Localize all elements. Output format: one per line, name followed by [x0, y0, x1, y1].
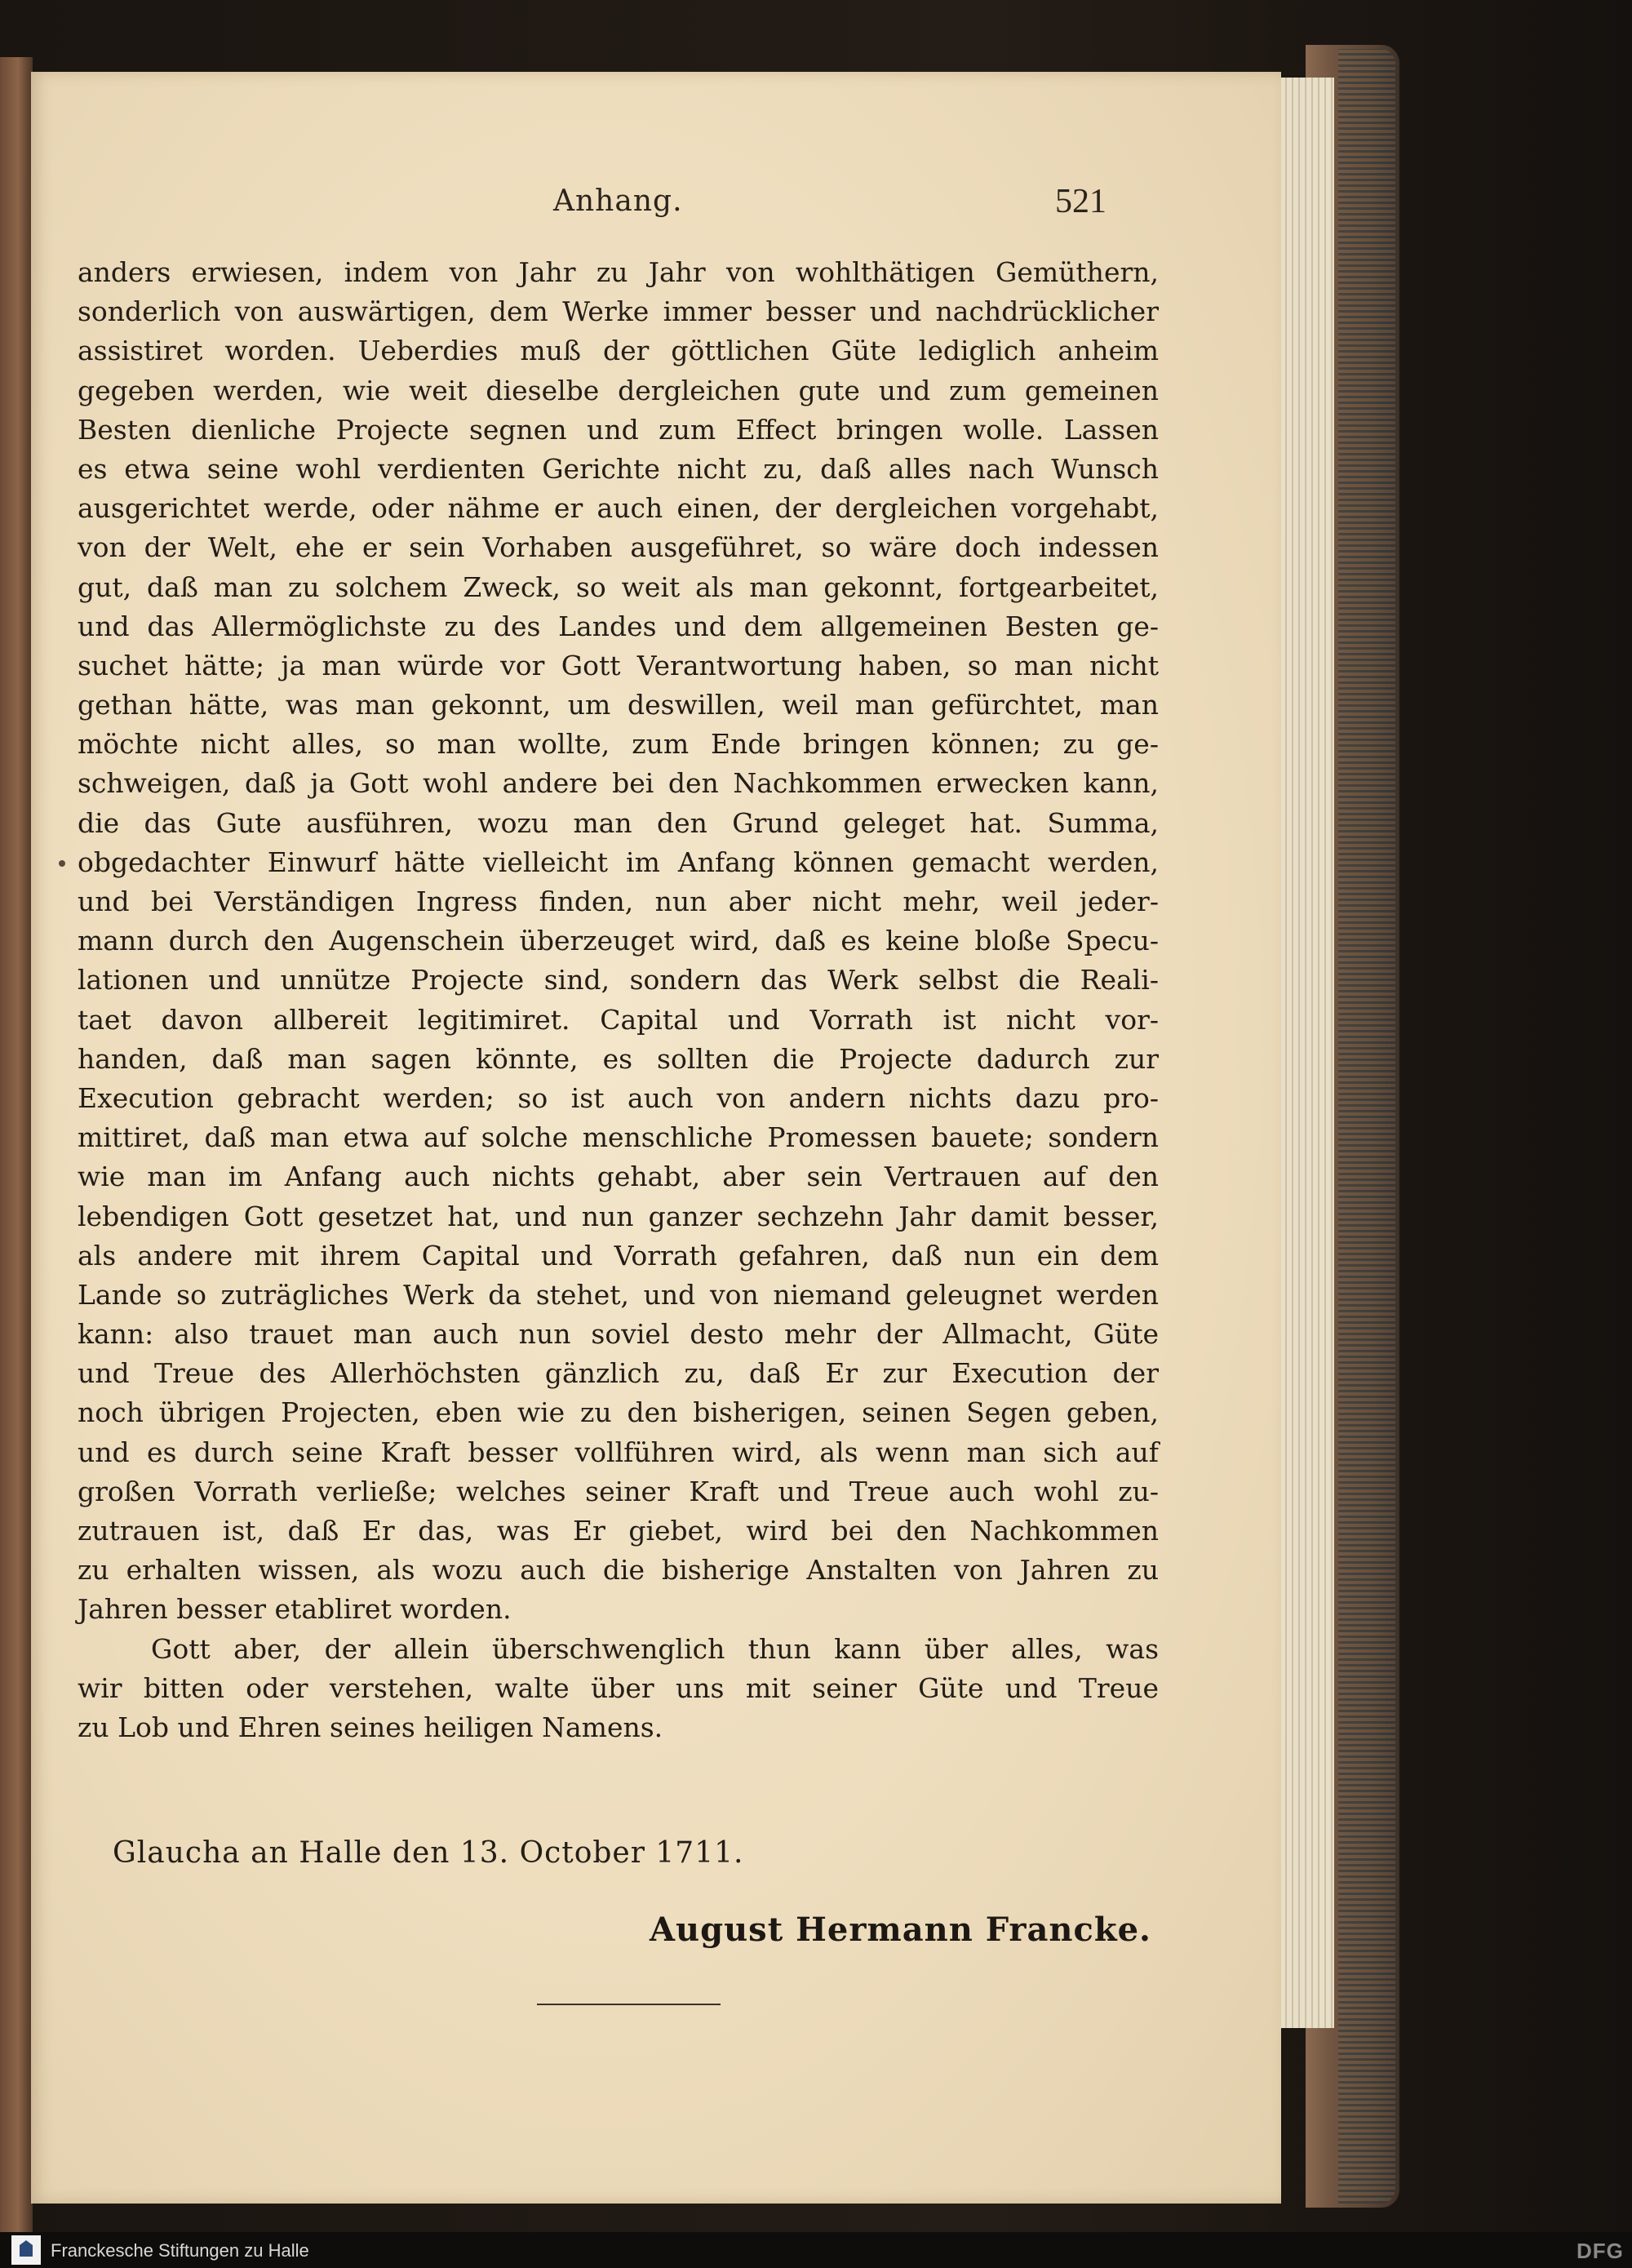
text-line: lationen und unnütze Projecte sind, sondern das Werk selbst die Reali-	[78, 964, 1159, 996]
text-line: von der Welt, ehe er sein Vorhaben ausgeführet, so wäre doch indessen	[78, 531, 1159, 564]
institution-logo-icon[interactable]	[11, 2235, 41, 2265]
text-line: zu erhalten wissen, als wozu auch die bisherige Anstalten von Jahren zu	[78, 1554, 1159, 1587]
text-line: gut, daß man zu solchem Zweck, so weit als man gekonnt, fortgearbeitet,	[78, 570, 1159, 603]
book-page	[31, 72, 1281, 2204]
text-line: es etwa seine wohl verdienten Gerichte nicht zu, daß alles nach Wunsch	[78, 452, 1159, 485]
text-line: kann: also trauet man auch nun soviel desto mehr der Allmacht, Güte	[78, 1318, 1159, 1351]
text-line: Besten dienliche Projecte segnen und zum Effect bringen wolle. Lassen	[78, 413, 1159, 446]
viewer-footer	[0, 2232, 1632, 2268]
text-line: Lande so zuträgliches Werk da stehet, und von niemand geleugnet werden	[78, 1278, 1159, 1311]
body-text	[78, 253, 1159, 1747]
text-line: und Treue des Allerhöchsten gänzlich zu, daß Er zur Execution der	[78, 1357, 1159, 1390]
running-header: Anhang.	[553, 184, 683, 218]
book-binding-left	[0, 57, 33, 2232]
text-line: suchet hätte; ja man würde vor Gott Verantwortung haben, so man nicht	[78, 649, 1159, 681]
text-line: assistiret worden. Ueberdies muß der göttlichen Güte lediglich anheim	[78, 335, 1159, 367]
text-line: die das Gute ausführen, wozu man den Grund geleget hat. Summa,	[78, 806, 1159, 839]
text-line: und das Allermöglichste zu des Landes und dem allgemeinen Besten ge-	[78, 610, 1159, 642]
text-line: noch übrigen Projecten, eben wie zu den bisherigen, seinen Segen geben,	[78, 1396, 1159, 1429]
text-line: ausgerichtet werde, oder nähme er auch einen, der dergleichen vorgehabt,	[78, 492, 1159, 525]
text-line: handen, daß man sagen könnte, es sollten die Projecte dadurch zur	[78, 1042, 1159, 1075]
text-line: gethan hätte, was man gekonnt, um deswillen, weil man gefürchtet, man	[78, 689, 1159, 721]
institution-name[interactable]: Franckesche Stiftungen zu Halle	[51, 2240, 309, 2261]
margin-mark	[59, 860, 65, 867]
text-line: mann durch den Augenschein überzeuget wird, daß es keine bloße Specu-	[78, 925, 1159, 957]
page-content	[31, 72, 1281, 2204]
closing-rule	[537, 2004, 721, 2005]
text-line: Jahren besser etabliret worden.	[78, 1593, 512, 1626]
author-signature: August Hermann Francke.	[650, 1911, 1151, 1949]
logo-mark	[20, 2240, 33, 2257]
text-line: anders erwiesen, indem von Jahr zu Jahr von wohlthätigen Gemüthern,	[78, 256, 1159, 288]
text-line: Execution gebracht werden; so ist auch von andern nichts dazu pro-	[78, 1081, 1159, 1114]
text-line: lebendigen Gott gesetzet hat, und nun ganzer sechzehn Jahr damit besser,	[78, 1200, 1159, 1232]
text-line: wir bitten oder verstehen, walte über uns mit seiner Güte und Treue	[78, 1671, 1159, 1704]
text-line: als andere mit ihrem Capital und Vorrath gefahren, daß nun ein dem	[78, 1239, 1159, 1272]
text-line: schweigen, daß ja Gott wohl andere bei den Nachkommen erwecken kann,	[78, 767, 1159, 800]
cover-texture	[1338, 49, 1395, 2204]
text-line: großen Vorrath verließe; welches seiner Kraft und Treue auch wohl zu-	[78, 1475, 1159, 1507]
text-line: gegeben werden, wie weit dieselbe dergleichen gute und zum gemeinen	[78, 374, 1159, 406]
text-line: und es durch seine Kraft besser vollführen wird, als wenn man sich auf	[78, 1436, 1159, 1468]
text-line: und bei Verständigen Ingress finden, nun aber nicht mehr, weil jeder-	[78, 885, 1159, 917]
text-line: zu Lob und Ehren seines heiligen Namens.	[78, 1711, 663, 1743]
text-line: obgedachter Einwurf hätte vielleicht im Anfang können gemacht werden,	[78, 846, 1159, 878]
text-line: mittiret, daß man etwa auf solche menschliche Promessen bauete; sondern	[78, 1121, 1159, 1154]
place-and-date: Glaucha an Halle den 13. October 1711.	[113, 1836, 744, 1870]
dfg-logo[interactable]: DFG	[1577, 2239, 1624, 2263]
text-line: wie man im Anfang auch nichts gehabt, aber sein Vertrauen auf den	[78, 1161, 1159, 1193]
text-line: Gott aber, der allein überschwenglich thun kann über alles, was	[151, 1632, 1159, 1665]
page-number: 521	[1055, 183, 1106, 220]
text-line: möchte nicht alles, so man wollte, zum Ende bringen können; zu ge-	[78, 728, 1159, 761]
text-line: zutrauen ist, daß Er das, was Er giebet, wird bei den Nachkommen	[78, 1515, 1159, 1547]
text-line: sonderlich von auswärtigen, dem Werke immer besser und nachdrücklicher	[78, 295, 1159, 328]
text-line: taet davon allbereit legitimiret. Capital und Vorrath ist nicht vor-	[78, 1003, 1159, 1036]
